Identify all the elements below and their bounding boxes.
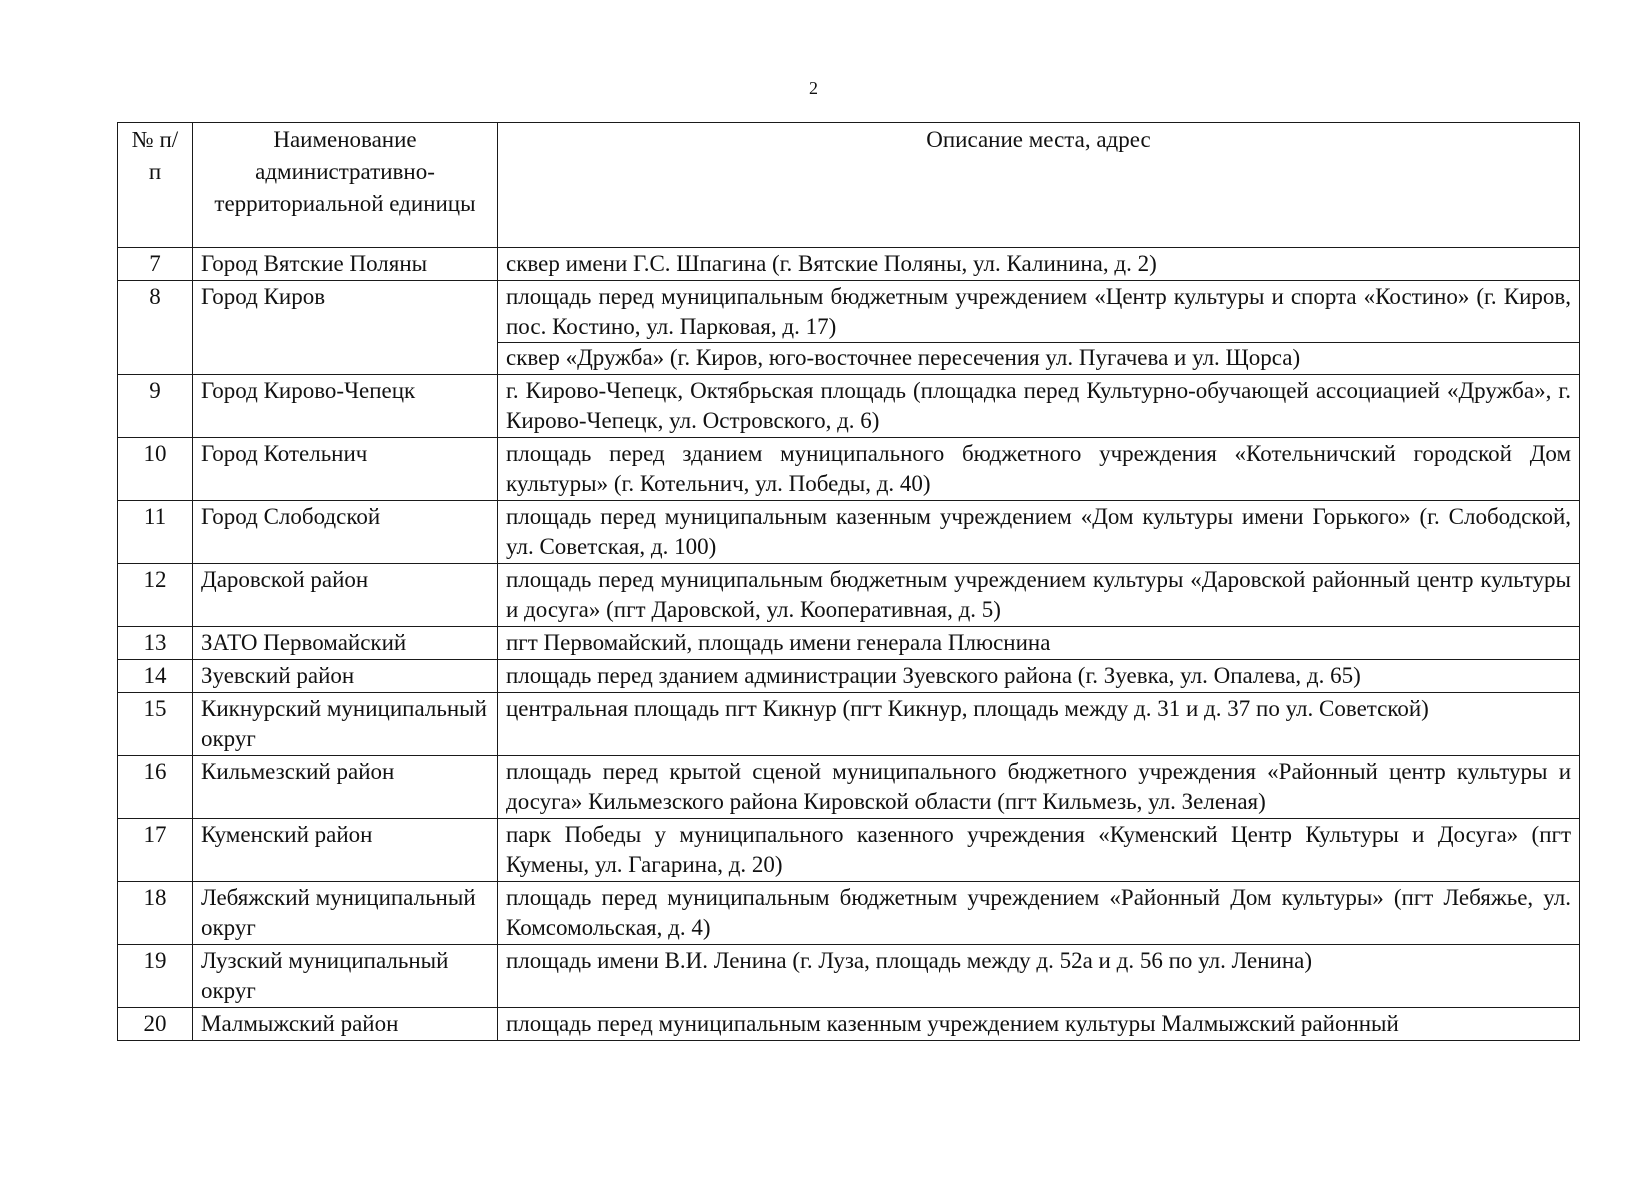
place-description: площадь перед муниципальным бюджетным учреждением культуры «Даровской районный центр культуры и досуга» (пгт Даровской, ул. Кооперативная, д. 5) [506,567,1571,622]
table-row [118,1008,1580,1041]
row-description [498,564,1580,627]
table-row [118,375,1580,438]
table-row [118,564,1580,627]
place-description: площадь перед зданием муниципального бюджетного учреждения «Котельничский городской Дом культуры» (г. Котельнич, ул. Победы, д. 40) [506,441,1571,496]
row-unit-name: Лузский муниципальный округ [193,945,498,1008]
place-description: сквер «Дружба» (г. Киров, юго-восточнее пересечения ул. Пугачева и ул. Щорса) [498,342,1579,373]
table-row [118,281,1580,375]
row-unit-name: ЗАТО Первомайский [193,627,498,660]
place-description: площадь перед муниципальным казенным учреждением «Дом культуры имени Горького» (г. Слободской, ул. Советская, д. 100) [506,504,1571,559]
row-number: 15 [118,693,193,756]
row-unit-name: Кикнурский муниципальный округ [193,693,498,756]
place-description: пгт Первомайский, площадь имени генерала Плюснина [506,630,1051,655]
row-description [498,375,1580,438]
table-row [118,882,1580,945]
row-number: 9 [118,375,193,438]
place-description: площадь перед муниципальным бюджетным учреждением «Центр культуры и спорта «Костино» (г. Киров, пос. Костино, ул. Парковая, д. 17) [506,284,1571,339]
row-number: 13 [118,627,193,660]
page-number: 2 [809,78,818,98]
place-description: площадь перед крытой сценой муниципального бюджетного учреждения «Районный центр культуры и досуга» Кильмезского района Кировской области (пгт Кильмезь, ул. Зеленая) [506,759,1571,814]
place-description: площадь перед муниципальным казенным учреждением культуры Малмыжский районный [506,1011,1399,1036]
row-description [498,945,1580,1008]
table-row [118,945,1580,1008]
place-description: парк Победы у муниципального казенного учреждения «Куменский Центр Культуры и Досуга» (пгт Кумены, ул. Гагарина, д. 20) [506,822,1571,877]
row-number: 10 [118,438,193,501]
table-row [118,501,1580,564]
table-header-row [118,123,1580,248]
place-description: площадь перед муниципальным бюджетным учреждением «Районный Дом культуры» (пгт Лебяжье, ул. Комсомольская, д. 4) [506,885,1571,940]
row-description [498,1008,1580,1041]
row-description [498,627,1580,660]
row-unit-name: Даровской район [193,564,498,627]
table-row [118,693,1580,756]
row-unit-name: Город Кирово-Чепецк [193,375,498,438]
table-row [118,660,1580,693]
row-description [498,756,1580,819]
row-number: 16 [118,756,193,819]
place-description: площадь имени В.И. Ленина (г. Луза, площадь между д. 52а и д. 56 по ул. Ленина) [506,948,1313,973]
row-description [498,438,1580,501]
row-number: 14 [118,660,193,693]
locations-table [117,122,1580,1041]
place-description: центральная площадь пгт Кикнур (пгт Кикнур, площадь между д. 31 и д. 37 по ул. Советской) [506,696,1429,721]
row-unit-name: Лебяжский муниципальный округ [193,882,498,945]
row-description [498,882,1580,945]
row-number: 18 [118,882,193,945]
row-description [498,693,1580,756]
row-number: 8 [118,281,193,375]
table-row [118,248,1580,281]
table-row [118,819,1580,882]
place-description: площадь перед зданием администрации Зуевского района (г. Зуевка, ул. Опалева, д. 65) [506,663,1361,688]
row-description [498,501,1580,564]
table-row [118,627,1580,660]
row-unit-name: Зуевский район [193,660,498,693]
table-body [118,248,1580,1041]
row-number: 17 [118,819,193,882]
row-unit-name: Малмыжский район [193,1008,498,1041]
row-description [498,248,1580,281]
row-unit-name: Город Вятские Поляны [193,248,498,281]
row-unit-name: Город Котельнич [193,438,498,501]
header-description: Описание места, адрес [498,123,1580,248]
row-number: 7 [118,248,193,281]
row-number: 12 [118,564,193,627]
place-description: г. Кирово-Чепецк, Октябрьская площадь (площадка перед Культурно-обучающей ассоциацией «Дружба», г. Кирово-Чепецк, ул. Островского, д. 6) [506,378,1571,433]
table-row [118,438,1580,501]
row-unit-name: Город Слободской [193,501,498,564]
table-row [118,756,1580,819]
header-number: № п/п [118,123,193,248]
place-description: сквер имени Г.С. Шпагина (г. Вятские Поляны, ул. Калинина, д. 2) [506,251,1157,276]
row-unit-name: Город Киров [193,281,498,375]
row-number: 19 [118,945,193,1008]
row-description [498,819,1580,882]
row-description [498,660,1580,693]
row-description [498,281,1580,375]
header-unit: Наименование административно-территориальной единицы [193,123,498,248]
row-number: 20 [118,1008,193,1041]
row-unit-name: Кильмезский район [193,756,498,819]
row-number: 11 [118,501,193,564]
row-unit-name: Куменский район [193,819,498,882]
